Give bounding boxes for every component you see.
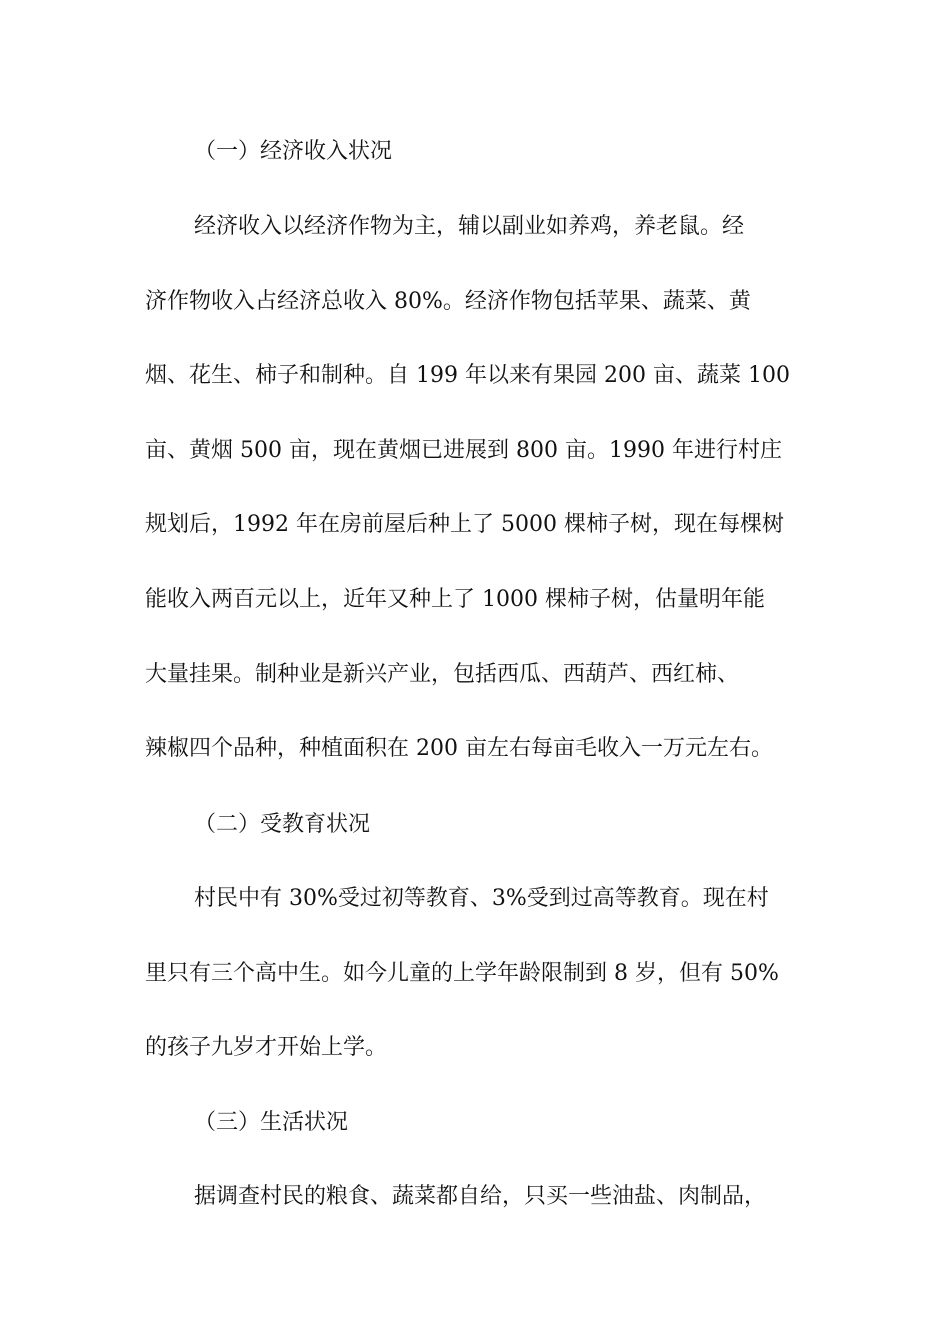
paragraph-line: 村民中有 30%受过初等教育、3%受到过高等教育。现在村 <box>194 886 769 911</box>
section-heading-living: （三）生活状况 <box>194 1110 349 1135</box>
paragraph-line: 据调查村民的粮食、蔬菜都自给，只买一些油盐、肉制品， <box>194 1184 767 1209</box>
section-heading-education: （二）受教育状况 <box>194 812 371 837</box>
paragraph-economy <box>145 190 815 787</box>
paragraph-line: 规划后，1992 年在房前屋后种上了 5000 棵柿子树，现在每棵树 <box>145 512 784 538</box>
paragraph-living <box>145 1160 815 1235</box>
paragraph-education <box>145 862 815 1086</box>
paragraph-line: 能收入两百元以上，近年又种上了 1000 棵柿子树，估量明年能 <box>145 586 765 612</box>
paragraph-line: 济作物收入占经济总收入 80%。经济作物包括苹果、蔬菜、黄 <box>145 288 751 314</box>
paragraph-line: 的孩子九岁才开始上学。 <box>145 1035 388 1061</box>
paragraph-line: 亩、黄烟 500 亩，现在黄烟已进展到 800 亩。1990 年进行村庄 <box>145 437 782 463</box>
paragraph-line: 里只有三个高中生。如今儿童的上学年龄限制到 8 岁，但有 50% <box>145 960 779 986</box>
section-heading-economy: （一）经济收入状况 <box>194 139 393 164</box>
paragraph-line: 辣椒四个品种，种植面积在 200 亩左右每亩毛收入一万元左右。 <box>145 736 773 762</box>
paragraph-line: 烟、花生、柿子和制种。自 199 年以来有果园 200 亩、蔬菜 100 <box>145 363 790 389</box>
paragraph-line: 大量挂果。制种业是新兴产业，包括西瓜、西葫芦、西红柿、 <box>145 661 740 687</box>
paragraph-line: 经济收入以经济作物为主，辅以副业如养鸡，养老鼠。经 <box>194 214 745 239</box>
